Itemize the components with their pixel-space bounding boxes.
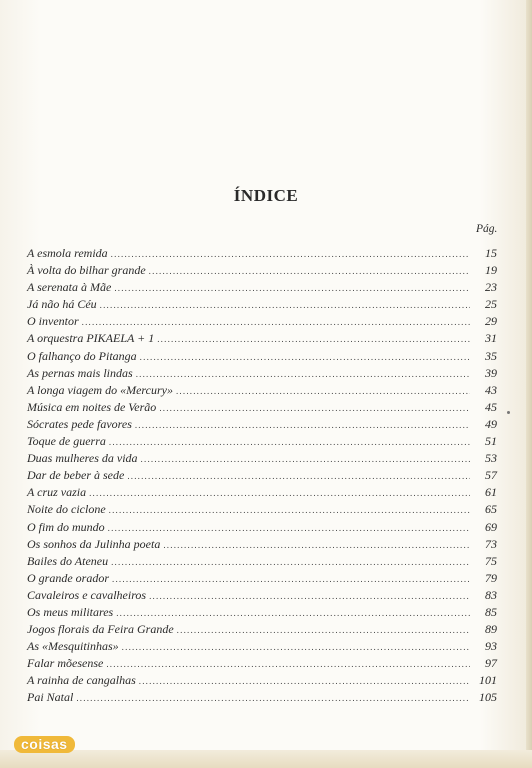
toc-entry-title: Música em noites de Verão [27, 399, 157, 414]
toc-entry [27, 416, 497, 433]
dot-leader [106, 656, 470, 673]
toc-entry-page: 75 [485, 553, 497, 568]
dot-leader [100, 297, 470, 314]
dot-leader [159, 400, 470, 417]
dot-leader [157, 331, 470, 348]
toc-entry [27, 604, 497, 621]
toc-entry-page: 35 [485, 348, 497, 363]
dot-leader [111, 246, 470, 263]
toc-entry-title: Os meus militares [27, 604, 114, 619]
toc-entry [27, 553, 497, 570]
toc-entry-page: 43 [485, 382, 497, 397]
watermark-logo: coisas [14, 736, 75, 753]
toc-entry-title: Cavaleiros e cavalheiros [27, 587, 147, 602]
dot-leader [109, 502, 470, 519]
toc-entry-page: 85 [485, 604, 497, 619]
dot-leader [82, 314, 470, 331]
dot-leader [109, 434, 470, 451]
toc-entry [27, 570, 497, 587]
dot-leader [163, 537, 470, 554]
toc-entry-page: 69 [485, 519, 497, 534]
toc-entry [27, 382, 497, 399]
toc-entry-page: 15 [485, 246, 497, 260]
toc-entry [27, 348, 497, 365]
toc-entry [27, 621, 497, 638]
page-bottom-edge [0, 750, 532, 768]
toc-entry [27, 467, 497, 484]
dot-leader [176, 383, 470, 400]
toc-entry-page: 29 [485, 314, 497, 329]
toc-entry [27, 501, 497, 518]
toc-entry-page: 49 [485, 416, 497, 431]
toc-entry-title: Noite do ciclone [27, 502, 106, 517]
toc-entry-title: O falhanço do Pitanga [27, 348, 137, 363]
toc-entry-title: O fim do mundo [27, 519, 105, 534]
toc-entry [27, 655, 497, 672]
dot-leader [149, 588, 470, 605]
toc-entry-title: Dar de beber à sede [27, 468, 125, 483]
toc-entry-page: 97 [485, 656, 497, 671]
toc-entry [27, 330, 497, 347]
dot-leader [139, 673, 470, 690]
toc-entry-page: 53 [485, 451, 497, 466]
toc-entry-title: À volta do bilhar grande [27, 263, 146, 278]
toc-entry-page: 39 [485, 365, 497, 380]
toc-entry [27, 484, 497, 501]
toc-entry-title: O grande orador [27, 570, 110, 585]
dot-leader [112, 571, 470, 588]
dot-leader [116, 605, 470, 622]
toc-entry-page: 25 [485, 297, 497, 312]
toc-entry-title: Toque de guerra [27, 434, 106, 449]
dot-leader [76, 690, 470, 707]
toc-entry [27, 296, 497, 313]
toc-entry-page: 105 [479, 690, 497, 705]
toc-entry [27, 587, 497, 604]
dot-leader [140, 349, 470, 366]
dot-leader [108, 520, 470, 537]
toc-entry-title: As «Mesquitinhas» [27, 639, 119, 654]
toc-entry-page: 79 [485, 570, 497, 585]
toc-entry [27, 262, 497, 279]
toc-entry-page: 101 [479, 673, 497, 688]
toc-entry-page: 61 [485, 485, 497, 500]
toc-entry-title: As pernas mais lindas [27, 365, 133, 380]
toc-entry [27, 672, 497, 689]
toc-entry-title: Falar mõesense [27, 656, 104, 671]
toc-entry-title: O inventor [27, 314, 79, 329]
page-column-heading: Pág. [476, 223, 498, 235]
toc-entry-title: A serenata à Mãe [27, 280, 112, 295]
toc-entry-title: Os sonhos da Julinha poeta [27, 536, 161, 551]
toc-entry-title: A orquestra PIKAELA + 1 [27, 331, 155, 346]
toc-entry [27, 399, 497, 416]
toc-entry-title: Já não há Céu [27, 297, 97, 312]
dot-leader [149, 263, 470, 280]
toc-entry-page: 93 [485, 639, 497, 654]
toc-entry [27, 689, 497, 706]
toc-entry [27, 279, 497, 296]
toc-entry [27, 536, 497, 553]
toc-entry [27, 450, 497, 467]
index-title: ÍNDICE [233, 186, 299, 205]
dot-leader [135, 417, 470, 434]
toc-entry-page: 65 [485, 502, 497, 517]
toc-entry [27, 313, 497, 330]
dot-leader [89, 485, 470, 502]
toc-entry-page: 57 [485, 468, 497, 483]
dot-leader [122, 639, 470, 656]
toc-entry-page: 19 [485, 263, 497, 278]
toc-entry [27, 519, 497, 536]
dot-leader [111, 554, 470, 571]
toc-entry-title: Pai Natal [27, 690, 74, 705]
toc-entry-title: A longa viagem do «Mercury» [27, 382, 173, 397]
toc-entry-page: 83 [485, 587, 497, 602]
toc-entry-page: 73 [485, 536, 497, 551]
toc-entry [27, 433, 497, 450]
dot-leader [141, 451, 470, 468]
toc-entry-title: A rainha de cangalhas [27, 673, 136, 688]
toc-entry [27, 638, 497, 655]
dot-leader [127, 468, 470, 485]
toc-entry-title: Jogos florais da Feira Grande [27, 622, 174, 637]
dot-leader [136, 366, 470, 383]
toc-entry-page: 45 [485, 399, 497, 414]
toc-entry-page: 51 [485, 434, 497, 449]
toc-entry-title: Sócrates pede favores [27, 416, 132, 431]
toc-entry [27, 245, 497, 262]
toc-entry [27, 365, 497, 382]
table-of-contents [27, 245, 497, 707]
toc-entry-page: 31 [485, 331, 497, 346]
toc-entry-title: Duas mulheres da vida [27, 451, 138, 466]
paper-speck [507, 411, 510, 414]
page-edge [526, 0, 532, 768]
dot-leader [114, 280, 470, 297]
toc-entry-title: Bailes do Ateneu [27, 553, 109, 568]
toc-entry-page: 23 [485, 280, 497, 295]
toc-entry-title: A cruz vazia [27, 485, 87, 500]
toc-entry-page: 89 [485, 622, 497, 637]
toc-entry-title: A esmola remida [27, 246, 108, 260]
dot-leader [177, 622, 470, 639]
